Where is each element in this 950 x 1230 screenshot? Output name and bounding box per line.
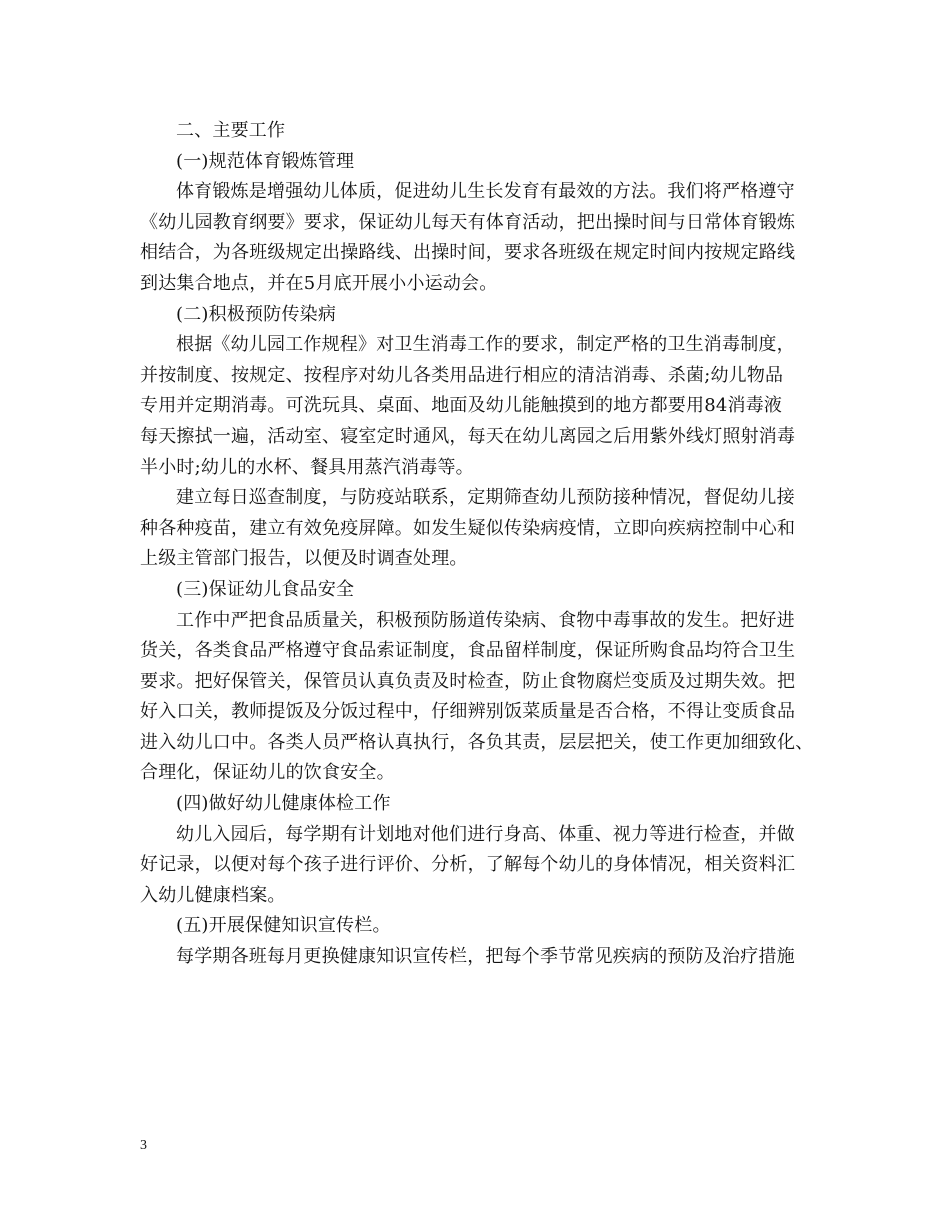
text-line: (四)做好幼儿健康体检工作 <box>176 793 391 815</box>
text-line: 体育锻炼是增强幼儿体质，促进幼儿生长发育有最效的方法。我们将严格遵守 <box>176 181 795 203</box>
text-line: 建立每日巡查制度，与防疫站联系，定期筛查幼儿预防接种情况，督促幼儿接 <box>176 487 795 509</box>
text-line: 专用并定期消毒。可洗玩具、桌面、地面及幼儿能触摸到的地方都要用84消毒液 <box>140 395 783 417</box>
text-line: 《幼儿园教育纲要》要求，保证幼儿每天有体育活动，把出操时间与日常体育锻炼 <box>140 211 796 233</box>
text-line: 进入幼儿口中。各类人员严格认真执行，各负其责，层层把关，使工作更加细致化、 <box>140 731 814 753</box>
text-line: 根据《幼儿园工作规程》对卫生消毒工作的要求，制定严格的卫生消毒制度， <box>176 334 795 356</box>
text-line: (五)开展保健知识宣传栏。 <box>176 915 391 937</box>
text-line: 合理化，保证幼儿的饮食安全。 <box>140 762 395 784</box>
text-line: (一)规范体育锻炼管理 <box>176 150 355 172</box>
text-line: (二)积极预防传染病 <box>176 303 337 325</box>
text-line: 半小时;幼儿的水杯、餐具用蒸汽消毒等。 <box>140 456 474 478</box>
text-line: 入幼儿健康档案。 <box>140 884 286 906</box>
text-line: 要求。把好保管关，保管员认真负责及时检查，防止食物腐烂变质及过期失效。把 <box>140 670 796 692</box>
text-line: 每学期各班每月更换健康知识宣传栏，把每个季节常见疾病的预防及治疗措施 <box>176 946 795 968</box>
page-number: 3 <box>140 1138 147 1153</box>
document-body <box>140 116 830 973</box>
text-line: 二、主要工作 <box>176 120 286 141</box>
text-line: 工作中严把食品质量关，积极预防肠道传染病、食物中毒事故的发生。把好进 <box>176 609 795 631</box>
text-line: 上级主管部门报告，以便及时调查处理。 <box>140 548 468 570</box>
text-line: 相结合，为各班级规定出操路线、出操时间，要求各班级在规定时间内按规定路线 <box>140 242 796 264</box>
text-line: 幼儿入园后，每学期有计划地对他们进行身高、体重、视力等进行检查，并做 <box>176 823 795 845</box>
text-line: 每天擦拭一遍，活动室、寝室定时通风，每天在幼儿离园之后用紫外线灯照射消毒 <box>140 425 796 447</box>
text-line: 好入口关，教师提饭及分饭过程中，仔细辨别饭菜质量是否合格，不得让变质食品 <box>140 701 796 723</box>
text-line: 种各种疫苗，建立有效免疫屏障。如发生疑似传染病疫情，立即向疾病控制中心和 <box>140 517 796 539</box>
text-line: 到达集合地点，并在5月底开展小小运动会。 <box>140 272 498 294</box>
text-line: 好记录，以便对每个孩子进行评价、分析，了解每个幼儿的身体情况，相关资料汇 <box>140 854 796 876</box>
text-line: (三)保证幼儿食品安全 <box>176 578 355 600</box>
text-line: 并按制度、按规定、按程序对幼儿各类用品进行相应的清洁消毒、杀菌;幼儿物品 <box>140 364 784 386</box>
text-line: 货关，各类食品严格遵守食品索证制度，食品留样制度，保证所购食品均符合卫生 <box>140 640 796 662</box>
